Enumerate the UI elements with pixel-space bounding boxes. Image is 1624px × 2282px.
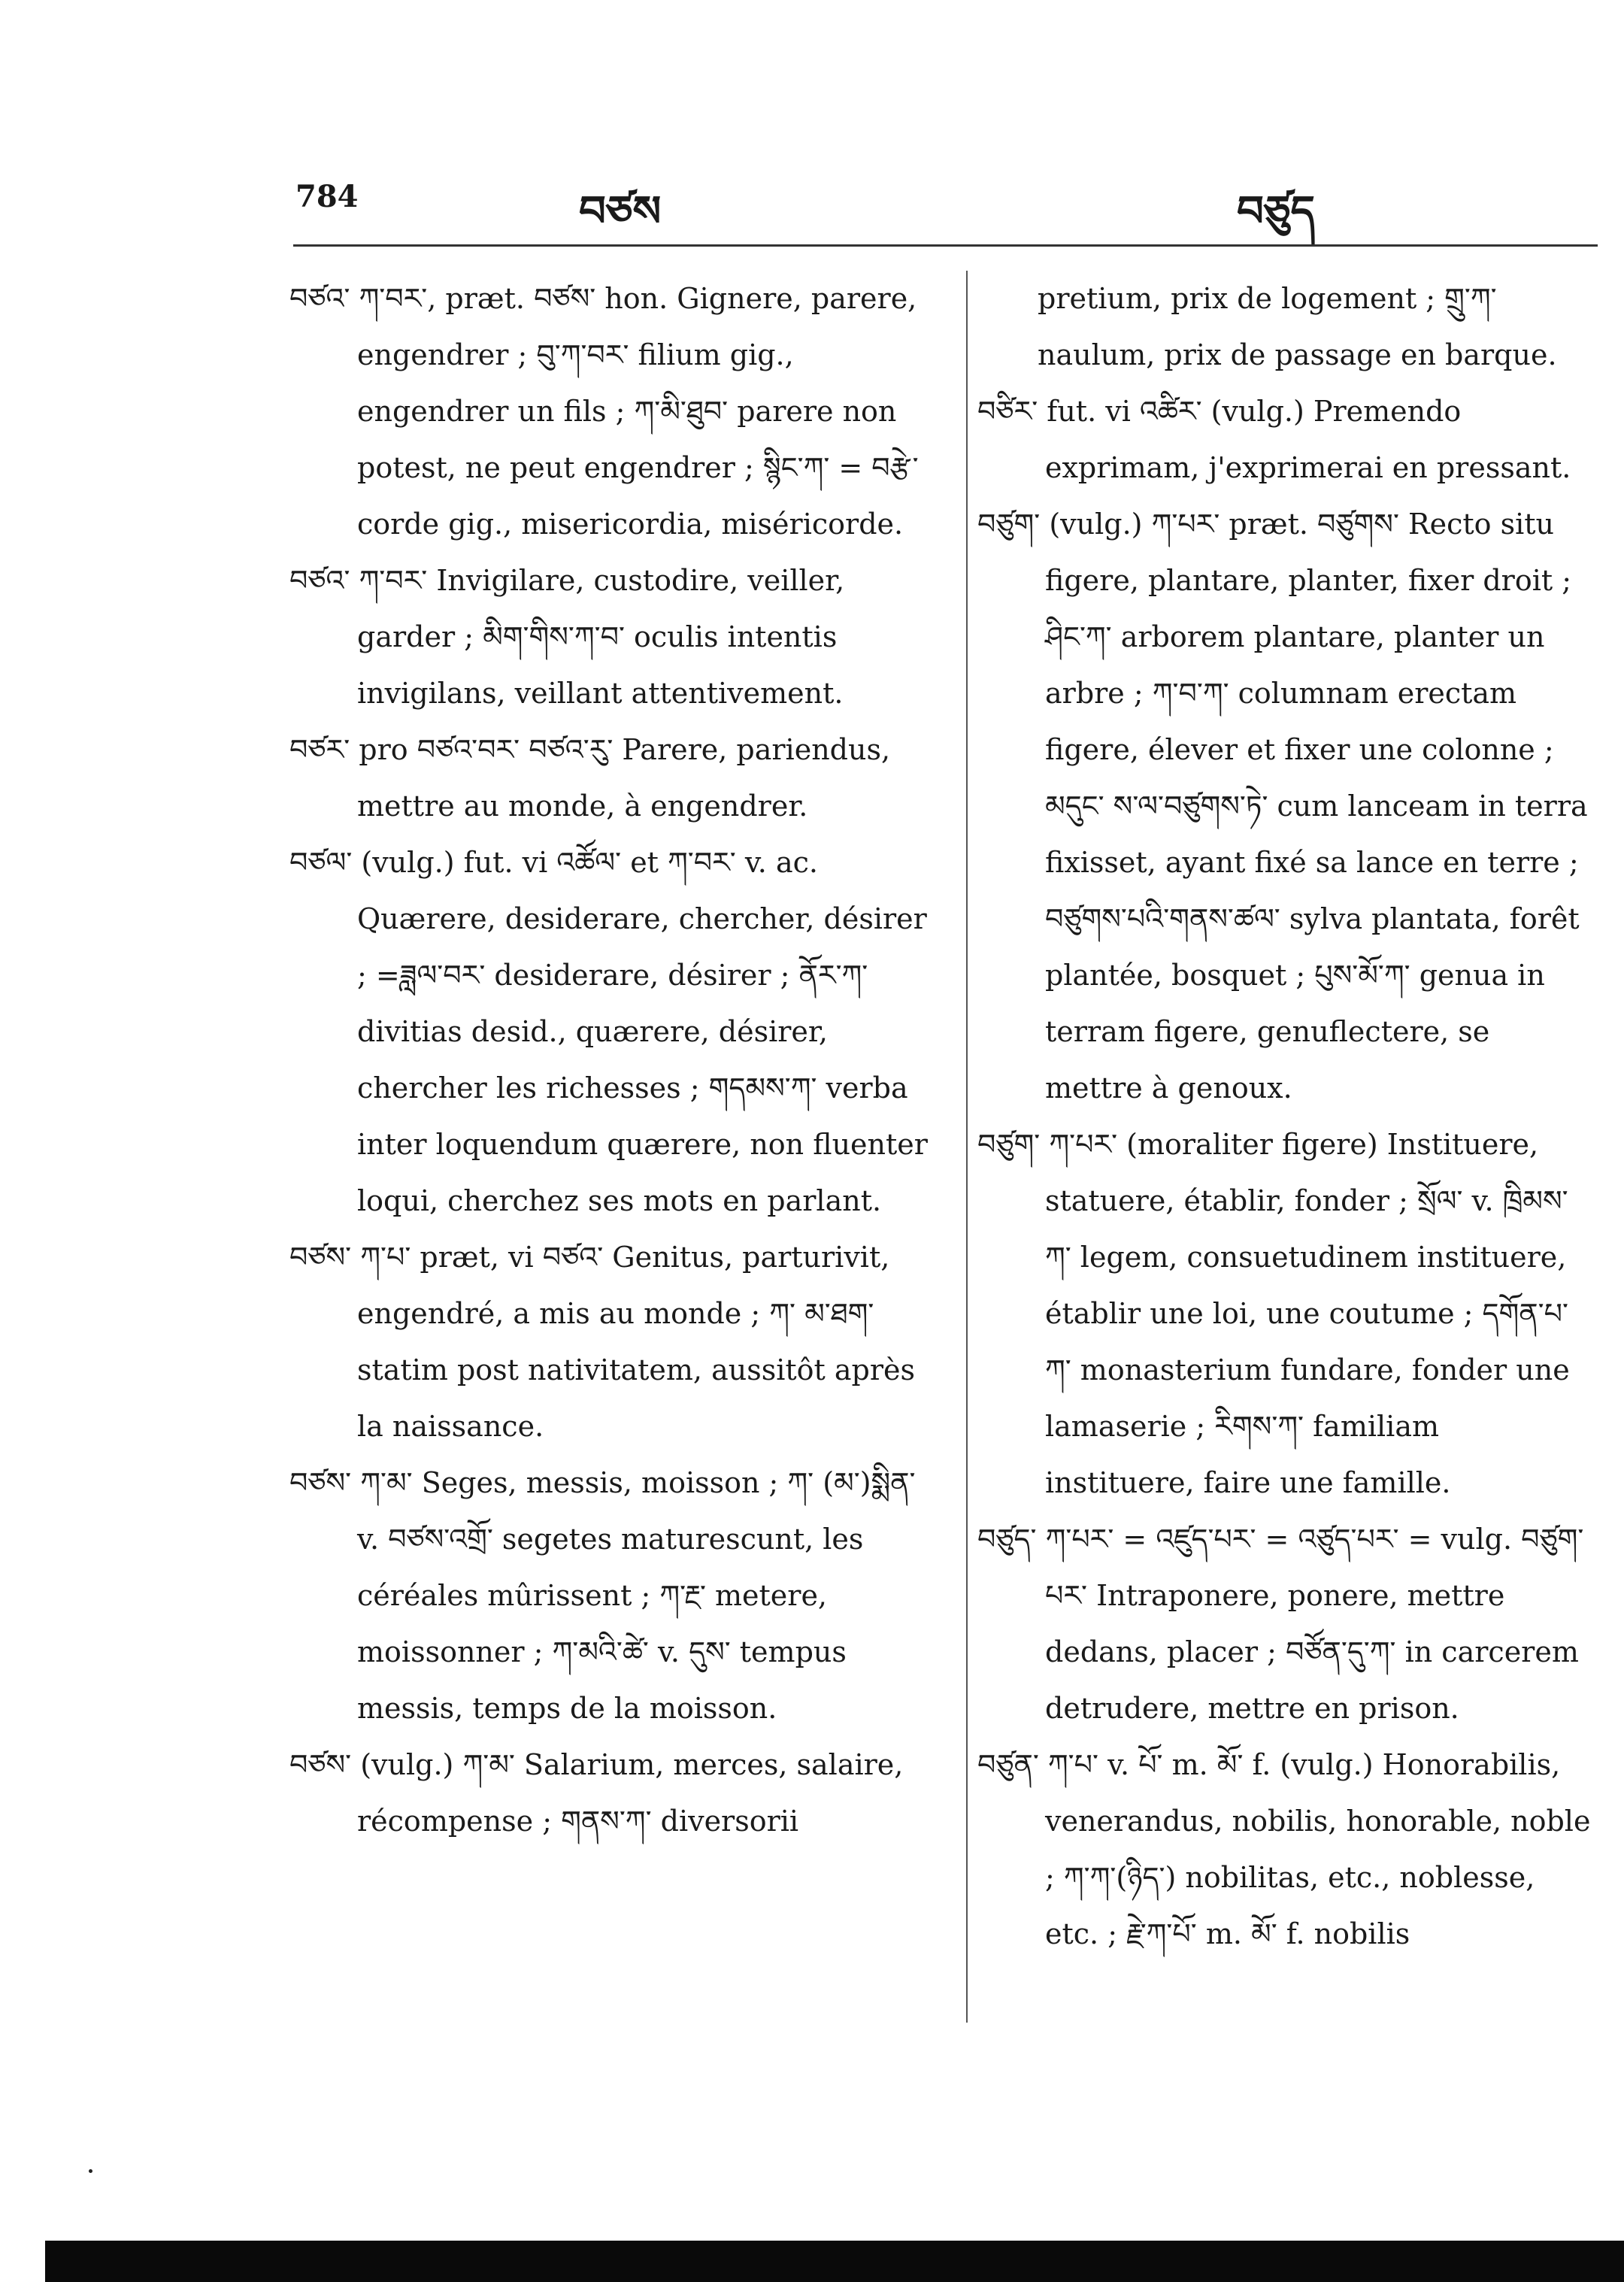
entry: བཙལ་ (vulg.) fut. vi འཚོལ་ et ཀ་བར་ v. ac. Quærere, desiderare, chercher, désirer ; =ཟླལ་བར་ desiderare, désirer ; ནོར་ཀ་ divitias desid., quærere, désirer, chercher les richesses ; གདམས་ཀ་ verba inter loquendum quærere, non fluenter loqui, cherchez ses mots en parlant. [289,846,928,1217]
right-headword: བཙུད [1237,187,1315,236]
entry: བཙའ་ ཀ་བར་, præt. བཙས་ hon. Gignere, parere, engendrer ; བུ་ཀ་བར་ filium gig., engendrer un fils ; ཀ་མི་ཐུབ་ parere non potest, ne peut engendrer ; སྙིང་ཀ་ = བརྩེ་ corde gig., misericordia, miséricorde. [289,282,919,541]
entry: བཙའ་ ཀ་བར་ Invigilare, custodire, veiller, garder ; མིག་གིས་ཀ་བ་ oculis intentis invigilans, veillant attentivement. [289,564,845,710]
left-column [289,271,940,1850]
entry: བཙིར་ fut. vi འཚིར་ (vulg.) Premendo exprimam, j'exprimerai en pressant. [977,395,1571,484]
right-column [977,271,1594,1962]
scan-bottom-bar [45,2241,1624,2282]
entry: བཙས་ ཀ་མ་ Seges, messis, moisson ; ཀ་ (མ་)སྨིན་ v. བཙས་འགྲོ་ segetes maturescunt, les céréales mûrissent ; ཀ་རྔ་ metere, moissonner ; ཀ་མའི་ཚེ་ v. དུས་ tempus messis, temps de la moisson. [289,1466,916,1725]
entry: བཙུན་ ཀ་པ་ v. པོ་ m. མོ་ f. (vulg.) Honorabilis, venerandus, nobilis, honorable, noble ; ཀ་ཀ་(ཉིད་) nobilitas, etc., noblesse, etc. ; རྗེ་ཀ་པོ་ m. མོ་ f. nobilis [977,1748,1591,1950]
entry: བཙུག་ (vulg.) ཀ་པར་ præt. བཙུགས་ Recto situ figere, plantare, planter, fixer droit ; ཤིང་ཀ་ arborem plantare, planter un arbre ; ཀ་བ་ཀ་ columnam erectam figere, élever et fixer une colonne ; མདུང་ ས་ལ་བཙུགས་ཏེ་ cum lanceam in terra fixisset, ayant fixé sa lance en terre ; བཙུགས་པའི་གནས་ཚལ་ sylva plantata, forêt plantée, bosquet ; པུས་མོ་ཀ་ genua in terram figere, genuflectere, se mettre à genoux. [977,508,1588,1105]
entry: བཙུག་ ཀ་པར་ (moraliter figere) Instituere, statuere, établir, fonder ; སྲོལ་ v. ཁྲིམས་ཀ་ legem, consuetudinem instituere, établir une loi, une coutume ; དགོན་པ་ཀ་ monasterium fundare, fonder une lamaserie ; རིགས་ཀ་ familiam instituere, faire une famille. [977,1128,1570,1499]
entry: བཙས་ ཀ་པ་ præt, vi བཙའ་ Genitus, parturivit, engendré, a mis au monde ; ཀ་ མ་ཐག་ statim post nativitatem, aussitôt après la naissance. [289,1241,915,1443]
entry-continuation: pretium, prix de logement ; གྲུ་ཀ་ naulum, prix de passage en barque. [1038,282,1557,371]
scan-speck [89,2169,92,2173]
entry: བཙར་ pro བཙའ་བར་ བཙའ་རུ་ Parere, pariendus, mettre au monde, à engendrer. [289,733,891,823]
left-headword: བཙས [579,187,662,236]
column-divider [966,271,968,2023]
entry: བཙུད་ ཀ་པར་ = འཛུད་པར་ = འཙུད་པར་ = vulg. བཙུག་པར་ Intraponere, ponere, mettre dedans, placer ; བཙོན་དུ་ཀ་ in carcerem detrudere, mettre en prison. [977,1523,1584,1725]
entry: བཙས་ (vulg.) ཀ་མ་ Salarium, merces, salaire, récompense ; གནས་ཀ་ diversorii [289,1748,904,1838]
page-number: 784 [295,179,359,214]
header-rule [293,244,1598,247]
